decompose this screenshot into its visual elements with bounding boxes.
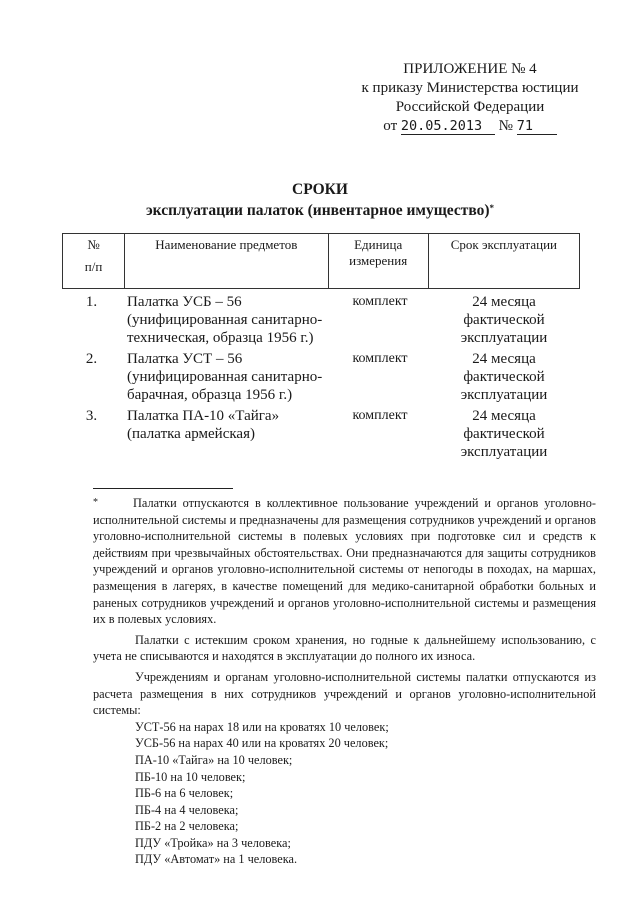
list-item: ПДУ «Автомат» на 1 человека.	[135, 852, 298, 867]
list-item: ПБ-4 на 4 человека;	[135, 802, 239, 817]
footnote-paragraph-3: Учреждениям и органам уголовно-исполнительной системы палатки отпускаются из расчета размещения в них сотрудников учреждений и органов уголовно-исполнительной системы:	[93, 669, 596, 718]
order-number: 71	[517, 119, 557, 135]
federation-line: Российской Федерации	[395, 99, 545, 115]
list-item: ПБ-10 на 10 человек;	[135, 769, 246, 784]
table-row	[62, 407, 580, 461]
list-item: УСБ-56 на нарах 40 или на кроватях 20 человек;	[135, 736, 389, 751]
order-date-line	[330, 117, 610, 136]
item-name: Палатка УСТ – 56 (унифицированная санитарно- барачная, образца 1956 г.)	[127, 351, 323, 403]
item-unit: комплект	[352, 294, 408, 309]
title-subtitle: эксплуатации палаток (инвентарное имущество)*	[145, 202, 495, 219]
row-number: 1.	[85, 294, 98, 310]
column-number: № п/п	[63, 234, 125, 289]
list-item: ПДУ «Тройка» на 3 человека;	[135, 835, 291, 850]
row-number: 2.	[85, 351, 98, 367]
item-unit: комплект	[352, 351, 408, 366]
footnote-mark: *	[489, 203, 495, 213]
item-term: 24 месяца фактической эксплуатации	[460, 408, 548, 460]
table-row	[62, 350, 580, 404]
footnote-paragraph-1: * Палатки отпускаются в коллективное пользование учреждений и органов уголовно-исполнительной системы и предназначены для размещения сотрудников учреждений и органов уголовно-исполнительной системы в полевых условиях при подготовке сил и средств к действиям при чрезвычайных обстоятельствах. Они предназначаются для защиты сотрудников учреждений и органов уголовно-исполнительной системы от непогоды в походах, на маршах, размещения в лагерях, в качестве помещений для медико-санитарной обработки больных и раненых сотрудников учреждений и органов уголовно-исполнительной системы и размещения их в полевых условиях.	[93, 496, 596, 627]
footnote-paragraph-2: Палатки с истекшим сроком хранения, но годные к дальнейшему использованию, с учета не списываются и находятся в эксплуатации до полного их износа.	[93, 632, 596, 664]
footnote-separator	[93, 488, 233, 489]
appendix-header	[330, 60, 610, 136]
document-title	[60, 179, 580, 221]
list-item: ПБ-2 на 2 человека;	[135, 819, 239, 834]
title-main: СРОКИ	[292, 181, 348, 198]
footnote-star: *	[93, 497, 98, 508]
row-number: 3.	[85, 408, 98, 424]
column-unit: Единица измерения	[328, 234, 428, 289]
date-prefix: от	[383, 118, 398, 134]
table-body	[62, 293, 580, 464]
table-row	[62, 293, 580, 347]
order-reference: к приказу Министерства юстиции	[361, 80, 579, 96]
table-header	[62, 233, 580, 289]
item-term: 24 месяца фактической эксплуатации	[460, 294, 548, 346]
item-term: 24 месяца фактической эксплуатации	[460, 351, 548, 403]
appendix-title: ПРИЛОЖЕНИЕ № 4	[403, 61, 537, 77]
item-unit: комплект	[352, 408, 408, 423]
list-item: УСТ-56 на нарах 18 или на кроватях 10 человек;	[135, 719, 389, 734]
number-prefix: №	[498, 118, 513, 134]
footnote	[93, 495, 596, 868]
list-item: ПА-10 «Тайга» на 10 человек;	[135, 752, 293, 767]
column-term: Срок эксплуатации	[428, 234, 579, 289]
column-name: Наименование предметов	[125, 234, 328, 289]
item-name: Палатка ПА-10 «Тайга» (палатка армейская)	[127, 408, 280, 442]
item-name: Палатка УСБ – 56 (унифицированная санитарно- техническая, образца 1956 г.)	[127, 294, 323, 346]
capacity-list	[93, 719, 596, 868]
list-item: ПБ-6 на 6 человек;	[135, 786, 234, 801]
order-date: 20.05.2013	[401, 119, 495, 135]
